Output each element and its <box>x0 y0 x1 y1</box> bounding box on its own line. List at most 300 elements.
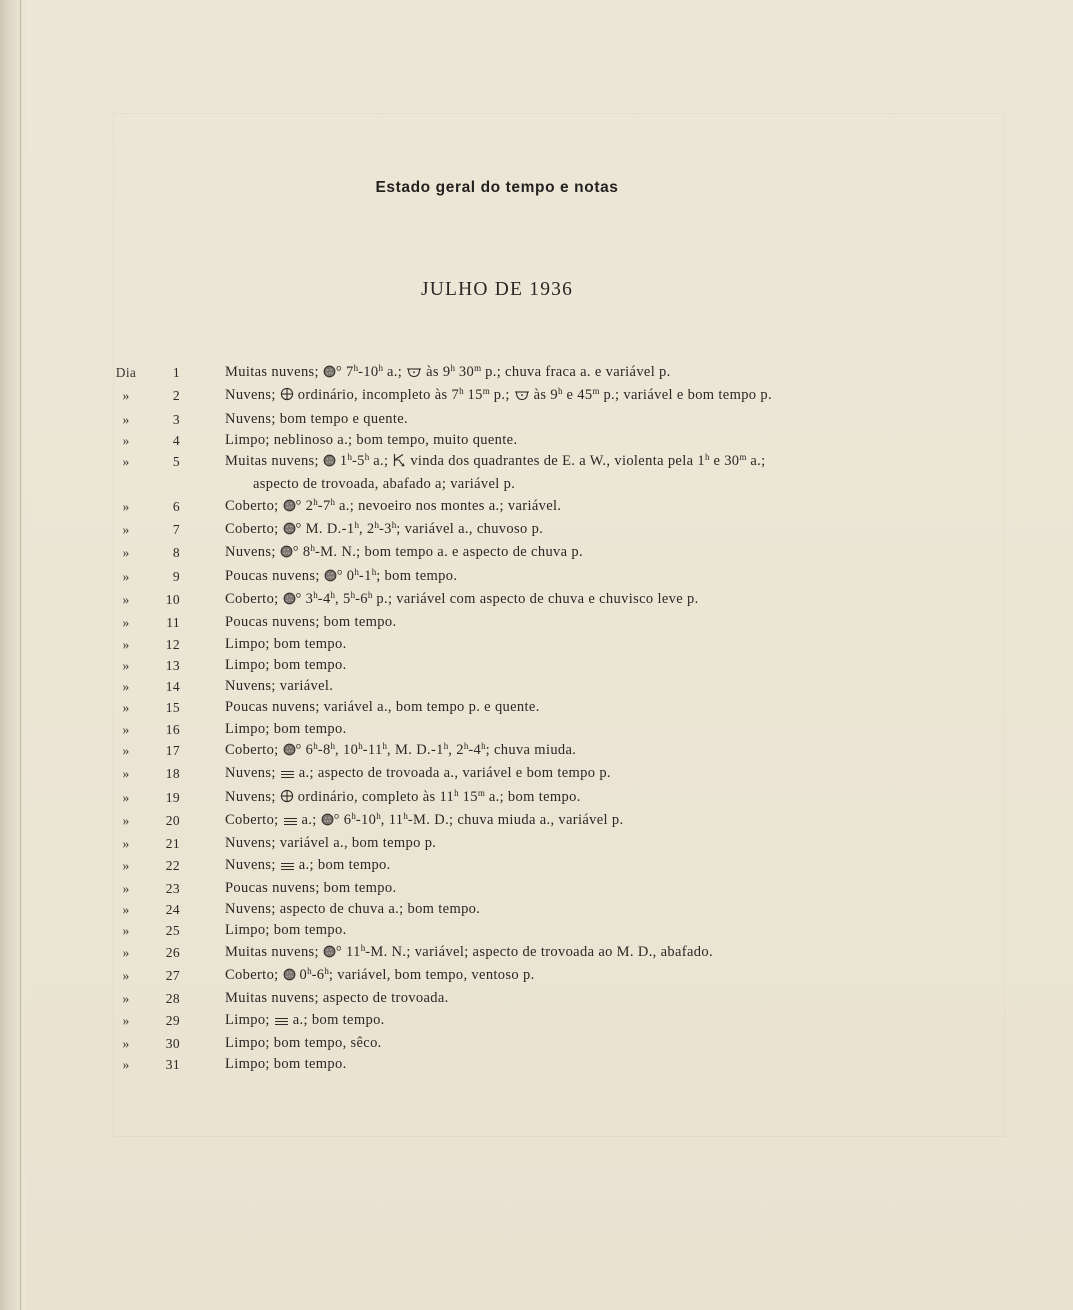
ditto-mark: » <box>122 743 130 759</box>
note-text: ° 8 <box>292 544 311 561</box>
time-unit-superscript: h <box>443 741 449 752</box>
note-line <box>225 430 517 451</box>
time-unit-superscript: h <box>450 363 455 373</box>
day-row <box>108 676 772 697</box>
note-text: Coberto; <box>225 590 283 607</box>
note-text: a.; <box>383 364 407 380</box>
weather-note <box>225 409 408 430</box>
day-number: 26 <box>165 944 180 960</box>
day-row <box>108 519 772 542</box>
note-text: , 10 <box>335 742 359 759</box>
time-unit-superscript: m <box>592 386 600 397</box>
note-line <box>225 1010 385 1033</box>
note-text: -4 <box>317 590 331 607</box>
weather-note <box>225 942 713 965</box>
rain-icon <box>323 364 336 385</box>
note-text: Coberto; <box>225 811 283 828</box>
time-unit-superscript: m <box>739 452 747 463</box>
note-text: p.; variável com aspecto de chuva e chuvisco leve p. <box>372 590 699 607</box>
time-unit-superscript: h <box>364 452 370 463</box>
note-text: Nuvens; <box>225 544 280 561</box>
day-row <box>108 1033 772 1054</box>
note-text: ordinário, completo às 11 <box>293 788 455 805</box>
weather-note <box>225 612 396 633</box>
time-unit-superscript: h <box>354 520 359 531</box>
rain-icon <box>323 944 336 965</box>
time-unit-superscript: h <box>371 566 377 577</box>
note-text: 30 <box>454 364 475 380</box>
weather-note <box>225 496 561 519</box>
note-text: Nuvens; <box>225 765 280 782</box>
day-row <box>108 942 772 965</box>
note-text: , 2 <box>448 742 464 759</box>
ditto-mark: » <box>122 388 130 404</box>
weather-note <box>225 810 623 833</box>
day-number: 22 <box>165 857 180 873</box>
ditto-mark: » <box>122 880 130 896</box>
dew-icon <box>514 387 530 408</box>
day-number: 24 <box>165 902 180 918</box>
day-row <box>108 496 772 519</box>
rain-icon <box>324 568 337 589</box>
note-text: -M. N.; variável; aspecto de trovoada ao M. D., abafado. <box>365 943 713 960</box>
weather-note <box>225 988 449 1009</box>
day-row <box>108 1010 772 1033</box>
day-number: 14 <box>165 679 180 695</box>
day-row <box>108 589 772 612</box>
ditto-mark: » <box>122 615 130 631</box>
ditto-mark: » <box>122 812 130 828</box>
day-number: 13 <box>165 657 180 673</box>
note-text: Nuvens; <box>225 788 280 805</box>
day-number: 25 <box>165 923 180 939</box>
note-continuation-line <box>225 474 766 495</box>
time-unit-superscript: h <box>330 496 336 507</box>
note-text: ° 6 <box>333 811 352 828</box>
day-number: 28 <box>165 991 180 1007</box>
weather-note <box>225 878 396 899</box>
note-text: Limpo; bom tempo. <box>225 635 347 652</box>
note-line <box>225 719 347 740</box>
note-text: Poucas nuvens; bom tempo. <box>225 879 397 896</box>
day-row <box>108 740 772 763</box>
time-unit-superscript: h <box>313 496 318 507</box>
fog-icon <box>280 765 295 786</box>
day-number: 21 <box>165 836 180 852</box>
note-text: às 9 <box>422 364 451 380</box>
note-text: a.; bom tempo. <box>288 1011 385 1028</box>
note-text: Muitas nuvens; <box>225 943 323 960</box>
note-line <box>225 634 347 655</box>
time-unit-superscript: h <box>463 741 469 752</box>
fog-icon <box>280 857 295 878</box>
weather-note <box>225 655 347 676</box>
note-text: às 9 <box>529 387 559 404</box>
ditto-mark: » <box>122 498 130 514</box>
note-line <box>225 763 611 786</box>
note-line <box>225 942 713 965</box>
day-number: 23 <box>165 880 180 896</box>
note-line <box>225 589 699 612</box>
weather-note <box>225 566 457 589</box>
halo-icon <box>280 387 294 408</box>
rain-icon <box>283 498 296 519</box>
day-row <box>108 655 772 676</box>
day-number: 27 <box>165 968 180 984</box>
time-unit-superscript: h <box>330 741 336 752</box>
note-text: 0 <box>295 967 308 984</box>
note-line <box>225 1054 347 1075</box>
note-line <box>225 519 543 542</box>
note-text: ° 7 <box>335 364 354 380</box>
note-line <box>225 965 535 988</box>
weather-note <box>225 1054 347 1075</box>
note-text: , M. D.-1 <box>387 742 444 759</box>
note-text: Limpo; neblinoso a.; bom tempo, muito quente. <box>225 431 518 448</box>
time-unit-superscript: h <box>376 810 381 821</box>
note-line <box>225 451 766 474</box>
day-row <box>108 1054 772 1075</box>
note-text: -3 <box>379 521 392 538</box>
note-text: -7 <box>317 497 331 514</box>
time-unit-superscript: h <box>558 386 563 397</box>
rain-icon <box>323 453 336 474</box>
note-text: -6 <box>355 590 368 607</box>
day-row <box>108 697 772 718</box>
note-text: Limpo; bom tempo. <box>225 656 347 673</box>
note-line <box>225 542 583 565</box>
note-text: p.; chuva fraca a. e variável p. <box>481 364 671 380</box>
note-line <box>225 833 436 854</box>
note-text: -10 <box>358 364 379 380</box>
ditto-mark: » <box>122 944 130 960</box>
day-row <box>108 385 772 408</box>
weather-note <box>225 855 391 878</box>
day-row <box>108 409 772 430</box>
day-row <box>108 833 772 854</box>
note-text: ° 6 <box>295 742 314 759</box>
day-row <box>108 920 772 941</box>
day-number: 4 <box>172 432 180 448</box>
time-unit-superscript: h <box>704 452 710 463</box>
rain-icon <box>283 967 296 988</box>
day-row <box>108 612 772 633</box>
note-line <box>225 899 480 920</box>
note-text: -M. D.; chuva miuda a., variável p. <box>407 811 624 828</box>
time-unit-superscript: h <box>307 966 312 977</box>
time-unit-superscript: h <box>358 741 363 752</box>
weather-note <box>225 697 540 718</box>
note-text: Limpo; bom tempo. <box>225 1056 347 1073</box>
day-row <box>108 787 772 810</box>
ditto-mark: » <box>122 766 130 782</box>
ditto-mark: » <box>122 636 130 652</box>
day-number: 5 <box>172 454 180 470</box>
day-row <box>108 855 772 878</box>
note-text: Limpo; bom tempo, sêco. <box>225 1034 382 1051</box>
note-text: ; variável, bom tempo, ventoso p. <box>328 967 535 984</box>
time-unit-superscript: h <box>350 589 356 600</box>
ditto-mark: » <box>122 857 130 873</box>
time-unit-superscript: h <box>354 566 359 577</box>
day-number: 31 <box>165 1057 180 1073</box>
weather-note <box>225 362 671 385</box>
day-row <box>108 763 772 786</box>
note-text: Muitas nuvens; aspecto de trovoada. <box>225 990 449 1007</box>
ditto-mark: » <box>122 836 130 852</box>
ditto-mark: » <box>122 679 130 695</box>
ditto-mark: » <box>122 545 130 561</box>
day-number: 6 <box>172 498 180 514</box>
note-line <box>225 385 772 408</box>
day-number: 17 <box>165 743 180 759</box>
day-number: 18 <box>165 766 180 782</box>
note-text: a.; bom tempo. <box>484 788 581 805</box>
day-row <box>108 566 772 589</box>
note-text: vinda dos quadrantes de E. a W., violenta pela 1 <box>406 453 705 470</box>
ditto-mark: » <box>122 1035 130 1051</box>
weather-note <box>225 519 543 542</box>
note-line <box>225 655 347 676</box>
note-text: ordinário, incompleto às 7 <box>293 387 460 404</box>
note-text: ° M. D.-1 <box>295 521 355 538</box>
rain-icon <box>283 742 296 763</box>
time-unit-superscript: h <box>378 363 384 373</box>
dew-icon <box>406 364 422 385</box>
note-line <box>225 697 540 718</box>
ditto-mark: » <box>122 657 130 673</box>
day-row <box>108 878 772 899</box>
ditto-mark: » <box>122 454 130 470</box>
note-text: -6 <box>311 967 325 984</box>
weather-note <box>225 740 576 763</box>
note-text: Coberto; <box>225 742 283 759</box>
weather-note <box>225 589 699 612</box>
time-unit-superscript: h <box>310 543 315 554</box>
weather-note <box>225 833 436 854</box>
day-number: 2 <box>172 388 180 404</box>
note-line <box>225 920 347 941</box>
time-unit-superscript: h <box>330 589 336 600</box>
note-line <box>225 362 671 385</box>
day-number: 1 <box>172 365 180 380</box>
time-unit-superscript: m <box>477 787 485 798</box>
ditto-mark: » <box>122 923 130 939</box>
ditto-mark: » <box>122 700 130 716</box>
weather-note <box>225 385 772 408</box>
ditto-mark: » <box>122 411 130 427</box>
note-text: -M. N.; bom tempo a. e aspecto de chuva p. <box>315 544 583 561</box>
note-text: ° 3 <box>295 590 314 607</box>
note-text: Muitas nuvens; <box>225 364 323 380</box>
fog-icon <box>283 812 298 833</box>
time-unit-superscript: h <box>351 810 356 821</box>
day-label: Dia <box>115 365 137 380</box>
day-row <box>108 719 772 740</box>
time-unit-superscript: h <box>403 810 408 821</box>
note-line <box>225 855 391 878</box>
note-text: ° 11 <box>335 943 361 960</box>
weather-note <box>225 965 535 988</box>
time-unit-superscript: h <box>347 452 352 463</box>
note-text: 15 <box>463 387 483 404</box>
note-text: e 45 <box>562 387 593 404</box>
time-unit-superscript: h <box>374 520 379 531</box>
note-text: 15 <box>458 788 478 805</box>
note-text: e 30 <box>709 453 740 470</box>
time-unit-superscript: h <box>367 589 373 600</box>
note-text: ° 2 <box>295 497 314 514</box>
note-text: ; chuva miuda. <box>485 742 577 759</box>
note-line <box>225 409 408 430</box>
section-heading: Estado geral do tempo e notas <box>375 179 619 196</box>
note-text: -1 <box>358 567 372 584</box>
time-unit-superscript: h <box>459 386 464 397</box>
weather-note <box>225 920 347 941</box>
day-number: 29 <box>165 1012 180 1028</box>
note-text: aspecto de trovoada, abafado a; variável p. <box>253 476 516 493</box>
day-number: 8 <box>172 545 180 561</box>
halo-icon <box>280 789 294 810</box>
note-text: a.; <box>297 811 321 828</box>
day-number: 12 <box>165 636 180 652</box>
note-text: ; variável a., chuvoso p. <box>396 521 544 538</box>
day-number: 11 <box>166 615 180 631</box>
note-line <box>225 566 457 589</box>
note-text: a.; nevoeiro nos montes a.; variável. <box>335 497 562 514</box>
day-number: 30 <box>165 1035 180 1051</box>
rain-icon <box>321 812 334 833</box>
note-text: Nuvens; <box>225 856 280 873</box>
weather-note <box>225 1010 385 1033</box>
day-number: 3 <box>172 411 180 427</box>
time-unit-superscript: m <box>474 363 482 373</box>
note-text: Limpo; bom tempo. <box>225 922 347 939</box>
note-text: Nuvens; bom tempo e quente. <box>225 410 409 427</box>
ditto-mark: » <box>122 522 130 538</box>
time-unit-superscript: h <box>313 589 318 600</box>
thunderstorm-icon <box>392 453 406 474</box>
weather-note <box>225 719 347 740</box>
weather-note <box>225 451 766 496</box>
ditto-mark: » <box>122 991 130 1007</box>
note-line <box>225 496 561 519</box>
rain-icon <box>283 521 296 542</box>
ditto-mark: » <box>122 568 130 584</box>
note-text: a.; aspecto de trovoada a., variável e bom tempo p. <box>294 765 611 782</box>
ditto-mark: » <box>122 591 130 607</box>
note-text: -4 <box>468 742 482 759</box>
note-text: p.; <box>489 387 514 404</box>
time-unit-superscript: h <box>313 741 318 752</box>
note-text: Coberto; <box>225 521 283 538</box>
note-text: a.; bom tempo. <box>294 856 391 873</box>
day-row <box>108 362 772 385</box>
weather-note <box>225 634 347 655</box>
note-text: Coberto; <box>225 967 283 984</box>
time-unit-superscript: m <box>482 386 490 397</box>
note-line <box>225 787 581 810</box>
note-text: , 11 <box>380 811 404 828</box>
note-text: -8 <box>317 742 331 759</box>
note-text: Poucas nuvens; variável a., bom tempo p. e quente. <box>225 699 540 716</box>
weather-note <box>225 787 581 810</box>
note-text: Nuvens; aspecto de chuva a.; bom tempo. <box>225 901 481 918</box>
ditto-mark: » <box>122 1057 130 1073</box>
weather-note <box>225 542 583 565</box>
weather-note <box>225 899 480 920</box>
day-number: 20 <box>165 812 180 828</box>
note-text: -11 <box>362 742 383 759</box>
fog-icon <box>274 1012 289 1033</box>
note-text: Poucas nuvens; <box>225 567 324 584</box>
note-text: ; bom tempo. <box>376 567 458 584</box>
weather-note <box>225 1033 382 1054</box>
ditto-mark: » <box>122 968 130 984</box>
time-unit-superscript: h <box>353 363 359 373</box>
day-row <box>108 810 772 833</box>
note-text: Nuvens; <box>225 387 280 404</box>
day-number: 16 <box>165 721 180 737</box>
day-row <box>108 965 772 988</box>
note-text: ° 0 <box>336 567 355 584</box>
note-line <box>225 612 396 633</box>
ditto-mark: » <box>122 1012 130 1028</box>
note-text: 1 <box>335 453 348 470</box>
note-text: Limpo; bom tempo. <box>225 720 347 737</box>
note-line <box>225 740 576 763</box>
note-text: Poucas nuvens; bom tempo. <box>225 614 397 631</box>
note-line <box>225 988 449 1009</box>
ditto-mark: » <box>122 432 130 448</box>
note-text: a.; <box>746 453 766 470</box>
note-line <box>225 878 396 899</box>
time-unit-superscript: h <box>324 966 329 977</box>
weather-note <box>225 676 333 697</box>
month-title: JULHO DE 1936 <box>420 279 574 300</box>
ditto-mark: » <box>122 721 130 737</box>
day-row <box>108 988 772 1009</box>
day-row <box>108 430 772 451</box>
note-line <box>225 810 623 833</box>
rain-icon <box>280 544 293 565</box>
note-text: , 5 <box>335 590 351 607</box>
day-row <box>108 899 772 920</box>
note-text: -5 <box>351 453 365 470</box>
day-number: 9 <box>172 568 180 584</box>
note-text: Nuvens; variável. <box>225 678 334 695</box>
day-number: 7 <box>172 522 180 538</box>
time-unit-superscript: h <box>481 741 486 752</box>
note-text: -10 <box>355 811 377 828</box>
weather-note <box>225 430 517 451</box>
time-unit-superscript: h <box>391 520 397 531</box>
ditto-mark: » <box>122 902 130 918</box>
note-text: Limpo; <box>225 1011 274 1028</box>
note-line <box>225 676 333 697</box>
note-text: Muitas nuvens; <box>225 453 323 470</box>
note-text: p.; variável e bom tempo p. <box>599 387 772 404</box>
time-unit-superscript: h <box>382 741 388 752</box>
day-row <box>108 542 772 565</box>
time-unit-superscript: h <box>454 787 459 798</box>
note-text: a.; <box>369 453 393 470</box>
day-number: 19 <box>165 789 180 805</box>
time-unit-superscript: h <box>360 942 366 953</box>
day-number: 10 <box>165 591 180 607</box>
day-row <box>108 634 772 655</box>
day-row <box>108 451 772 496</box>
